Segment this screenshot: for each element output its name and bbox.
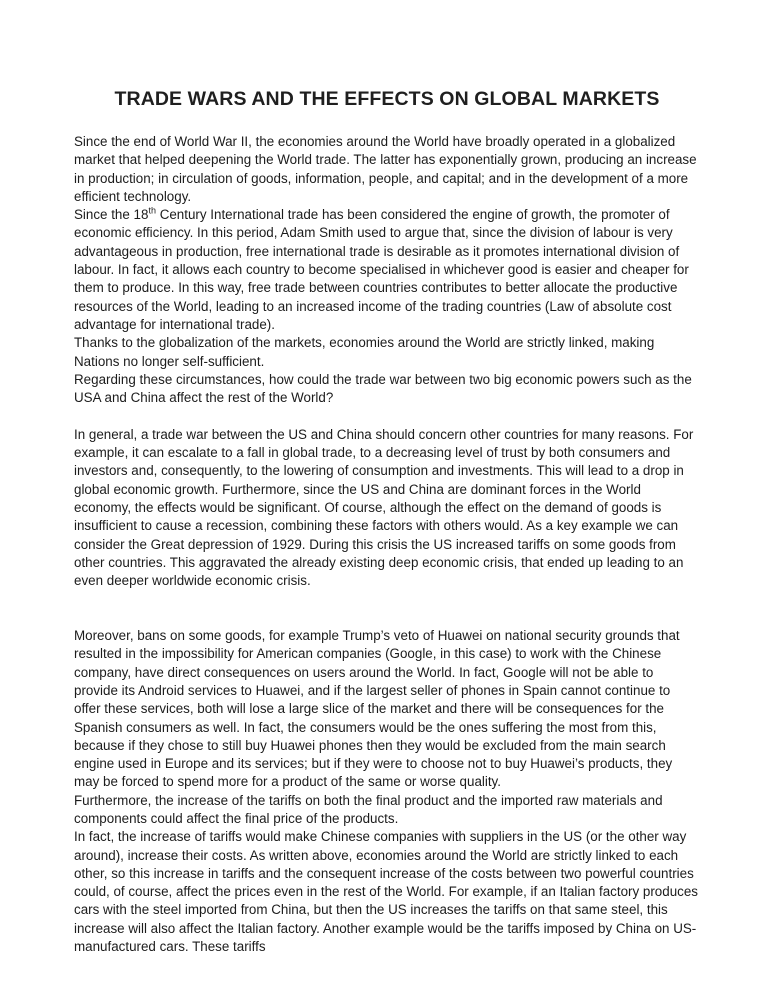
paragraph-5: In general, a trade war between the US and China should concern other countries for many reasons. For example, it can escalate to a fall in global trade, to a decreasing level of trust by both consumers and investors and, consequently, to the lowering of consumption and investments. This will lead to a drop in global economic growth. Furthermore, since the US and China are dominant forces in the World economy, the effects would be significant. Of course, although the effect on the demand of goods is insufficient to cause a recession, combining these factors with others would. As a key example we can consider the Great depression of 1929. During this crisis the US increased tariffs on some goods from other countries. This aggravated the already existing deep economic crisis, that ended up leading to an even deeper worldwide economic crisis. [74,426,694,589]
paragraph-2-start: Since the 18 [74,207,149,223]
document-title: TRADE WARS AND THE EFFECTS ON GLOBAL MARKETS [114,88,660,110]
paragraph-spacer [74,590,700,627]
paragraph-1: Since the end of World War II, the economies around the World have broadly operated in a globalized market that helped deepening the World trade. The latter has exponentially grown, producing an increase in production; in circulation of goods, information, people, and capital; and in the development of a more efficient technology. [74,134,697,204]
paragraph-2-rest: Century International trade has been considered the engine of growth, the promoter of economic efficiency. In this period, Adam Smith used to argue that, since the division of labour is very advantageous in production, free international trade is desirable as it promotes international division of labour. In fact, it allows each country to become specialised in whichever good is easier and cheaper for them to produce. In this way, free trade between countries contributes to better allocate the productive resources of the World, leading to an increased income of the trading countries (Law of absolute cost advantage for international trade). [74,207,689,332]
paragraph-8: In fact, the increase of tariffs would make Chinese companies with suppliers in the US (or the other way around), increase their costs. As written above, economies around the World are strictly linked to each other, so this increase in tariffs and the consequent increase of the costs between two powerful countries could, of course, affect the prices even in the rest of the World. For example, if an Italian factory produces cars with the steel imported from China, but then the US increases the tariffs on that same steel, this increase will also affect the Italian factory. Another example would be the tariffs imposed by China on US-manufactured cars. These tariffs [74,829,698,955]
paragraph-7: Furthermore, the increase of the tariffs on both the final product and the imported raw materials and components could affect the final price of the products. [74,792,663,826]
superscript-th: th [148,205,156,216]
paragraph-3: Thanks to the globalization of the markets, economies around the World are strictly linked, making Nations no longer self-sufficient. [74,335,655,369]
paragraph-spacer [74,407,700,425]
paragraph-2 [74,206,700,334]
paragraph-4: Regarding these circumstances, how could the trade war between two big economic powers such as the USA and China affect the rest of the World? [74,371,692,406]
paragraph-6: Moreover, bans on some goods, for example Trump’s veto of Huawei on national security grounds that resulted in the impossibility for American companies (Google, in this case) to work with the Chinese company, have direct consequences on users around the World. In fact, Google will not be able to provide its Android services to Huawei, and if the largest seller of phones in Spain cannot continue to offer these services, both will lose a large slice of the market and there will be consequences for the Spanish consumers as well. In fact, the consumers would be the ones suffering the most from this, because if they chose to still buy Huawei phones then they would be excluded from the main search engine used in Europe and its services; but if they were to choose not to buy Huawei’s products, they may be forced to spend more for a product of the same or worse quality. [74,628,680,790]
document-page [74,88,700,956]
